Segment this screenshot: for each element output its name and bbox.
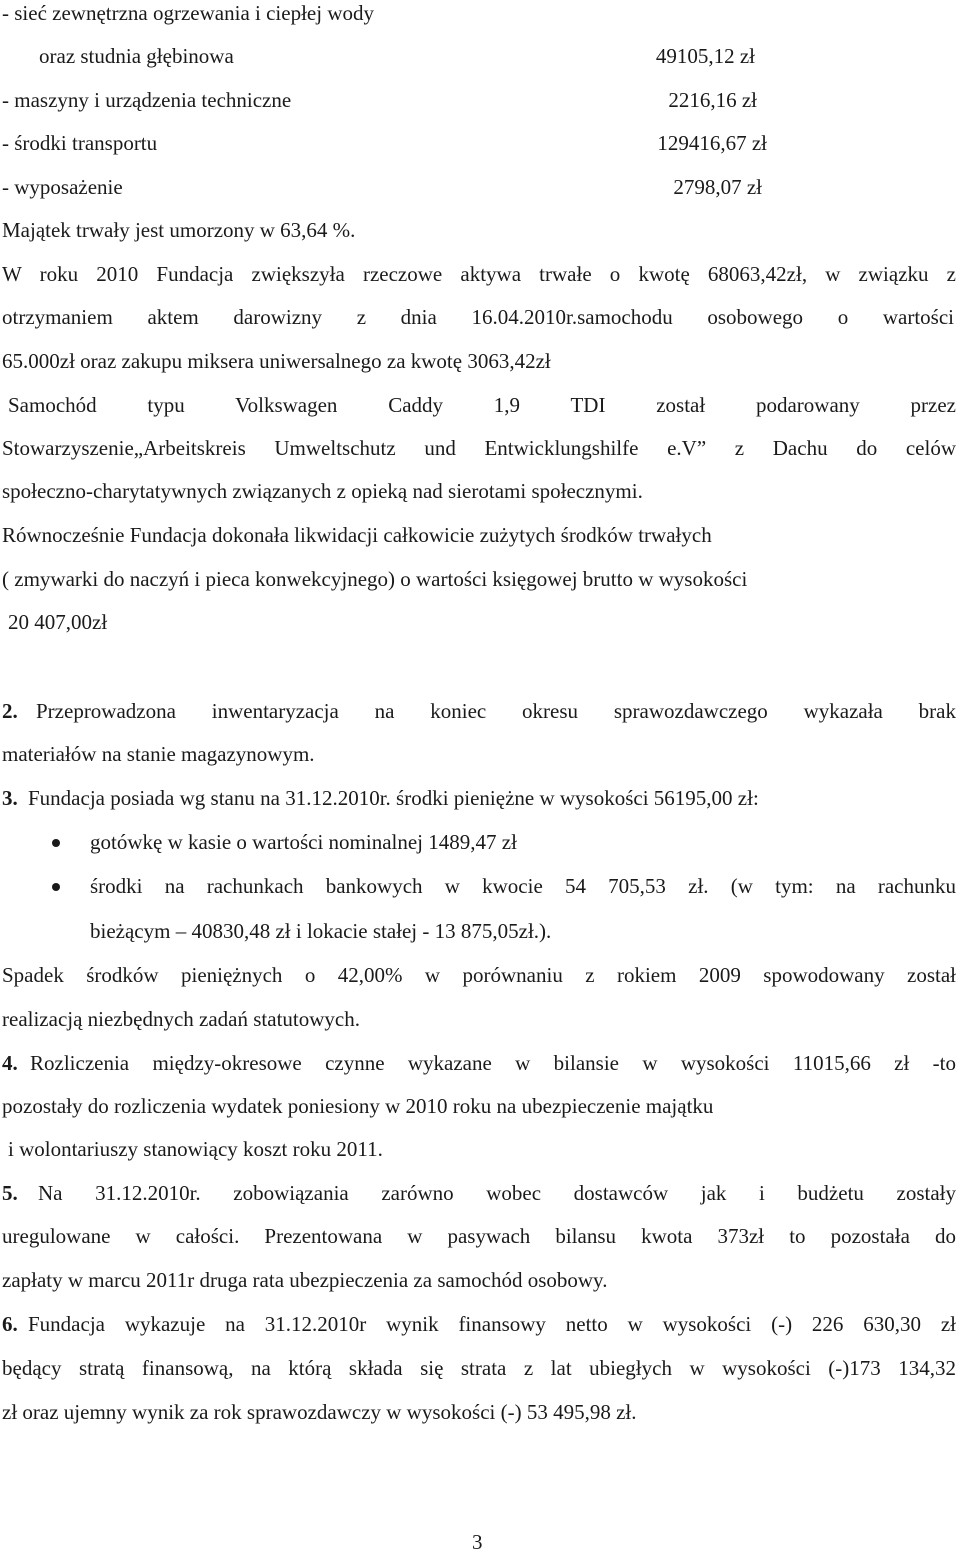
- asset-line-4: - wyposażenie: [2, 175, 123, 199]
- asset-amount-1: 49105,12 zł: [655, 44, 755, 68]
- item-number-4: 4.: [2, 1051, 18, 1075]
- item-number-6: 6.: [2, 1312, 18, 1336]
- item-number-3: 3.: [2, 786, 18, 810]
- text-line: Stowarzyszenie„Arbeitskreis Umweltschutz und Entwicklungshilfe e.V” z Dachu do celów: [2, 436, 956, 460]
- text-line: Równocześnie Fundacja dokonała likwidacji całkowicie zużytych środków trwałych: [2, 523, 712, 547]
- item-3-after-1: Spadek środków pieniężnych o 42,00% w porównaniu z rokiem 2009 spowodowany został: [2, 963, 956, 987]
- item-number-2: 2.: [2, 699, 18, 723]
- page-number: 3: [472, 1530, 483, 1554]
- asset-amount-4: 2798,07 zł: [673, 175, 762, 199]
- asset-line-2: - maszyny i urządzenia techniczne: [2, 88, 292, 112]
- bullet-icon: [52, 883, 60, 891]
- text-line: ( zmywarki do naczyń i pieca konwekcyjnego) o wartości księgowej brutto w wysokości: [2, 567, 748, 591]
- bullet-icon: [52, 839, 60, 847]
- item-3-bullet-2: środki na rachunkach bankowych w kwocie 54 705,53 zł. (w tym: na rachunku: [90, 874, 956, 898]
- item-6-cont-2: zł oraz ujemny wynik za rok sprawozdawczy w wysokości (-) 53 495,98 zł.: [2, 1400, 637, 1424]
- item-5-cont-2: zapłaty w marcu 2011r druga rata ubezpieczenia za samochód osobowy.: [2, 1268, 608, 1292]
- item-6-text: Fundacja wykazuje na 31.12.2010r wynik finansowy netto w wysokości (-) 226 630,30 zł: [28, 1312, 956, 1336]
- item-4-cont-1: pozostały do rozliczenia wydatek poniesiony w 2010 roku na ubezpieczenie majątku: [2, 1094, 714, 1118]
- item-3-bullet-1: gotówkę w kasie o wartości nominalnej 1489,47 zł: [90, 830, 517, 854]
- item-6-cont-1: będący stratą finansową, na którą składa się strata z lat ubiegłych w wysokości (-)173 134,32: [2, 1356, 956, 1380]
- text-line: Samochód typu Volkswagen Caddy 1,9 TDI został podarowany przez: [8, 393, 956, 417]
- asset-amount-2: 2216,16 zł: [668, 88, 757, 112]
- asset-line-1-cont: oraz studnia głębinowa: [39, 44, 234, 68]
- asset-amount-3: 129416,67 zł: [657, 131, 767, 155]
- asset-line-1: - sieć zewnętrzna ogrzewania i ciepłej wody: [2, 1, 374, 25]
- item-5-text: Na 31.12.2010r. zobowiązania zarówno wobec dostawców jak i budżetu zostały: [38, 1181, 956, 1205]
- asset-line-3: - środki transportu: [2, 131, 158, 155]
- item-2-text: Przeprowadzona inwentaryzacja na koniec okresu sprawozdawczego wykazała brak: [36, 699, 956, 723]
- text-line: otrzymaniem aktem darowizny z dnia 16.04.2010r.samochodu osobowego o wartości: [2, 305, 954, 329]
- item-3-text: Fundacja posiada wg stanu na 31.12.2010r. środki pieniężne w wysokości 56195,00 zł:: [28, 786, 759, 810]
- text-line: 20 407,00zł: [8, 610, 108, 634]
- item-4-cont-2: i wolontariuszy stanowiący koszt roku 2011.: [8, 1137, 383, 1161]
- item-3-after-2: realizacją niezbędnych zadań statutowych.: [2, 1007, 360, 1031]
- item-4-text: Rozliczenia między-okresowe czynne wykazane w bilansie w wysokości 11015,66 zł -to: [30, 1051, 956, 1075]
- item-5-cont-1: uregulowane w całości. Prezentowana w pasywach bilansu kwota 373zł to pozostała do: [2, 1224, 956, 1248]
- item-number-5: 5.: [2, 1181, 18, 1205]
- item-3-bullet-2-cont: bieżącym – 40830,48 zł i lokacie stałej - 13 875,05zł.).: [90, 919, 552, 943]
- text-line: W roku 2010 Fundacja zwiększyła rzeczowe aktywa trwałe o kwotę 68063,42zł, w związku z: [2, 262, 956, 286]
- text-line: 65.000zł oraz zakupu miksera uniwersalnego za kwotę 3063,42zł: [2, 349, 551, 373]
- item-2-cont: materiałów na stanie magazynowym.: [2, 742, 315, 766]
- text-line: społeczno-charytatywnych związanych z opieką nad sierotami społecznymi.: [2, 479, 643, 503]
- text-line: Majątek trwały jest umorzony w 63,64 %.: [2, 218, 356, 242]
